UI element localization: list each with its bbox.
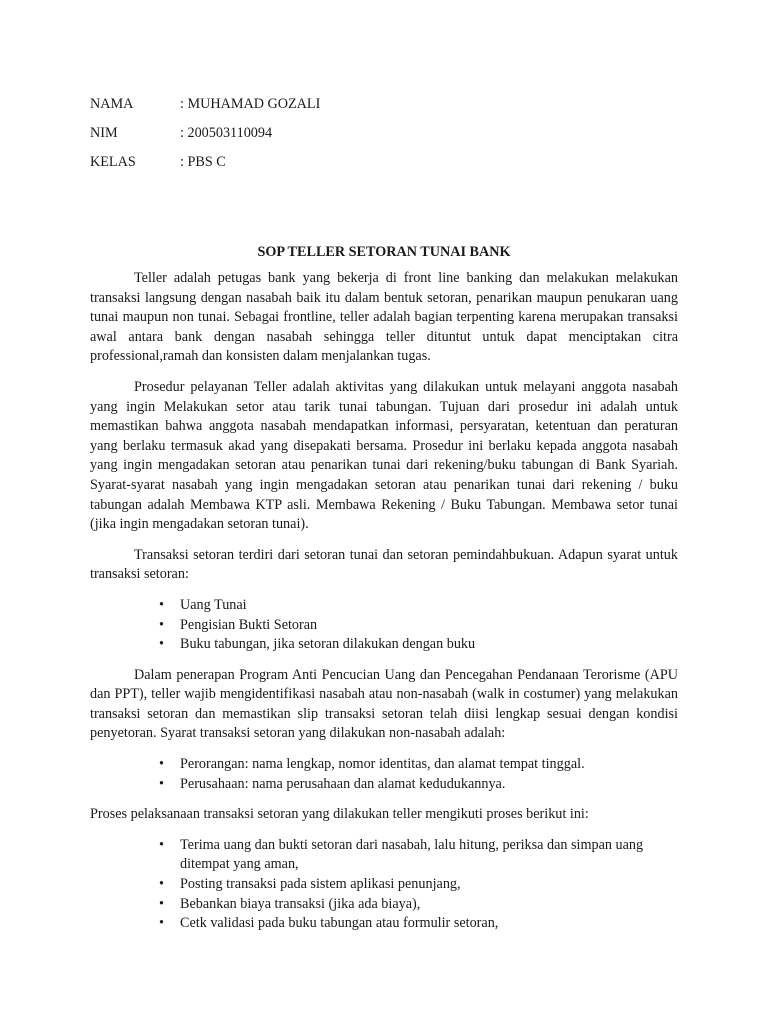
info-row-nim	[90, 123, 320, 152]
info-label: NIM	[90, 125, 118, 141]
info-value: : MUHAMAD GOZALI	[180, 96, 321, 112]
list-item: • Bebankan biaya transaksi (jika ada biaya),	[180, 895, 678, 915]
list-item: • Perorangan: nama lengkap, nomor identitas, dan alamat tempat tinggal.	[180, 755, 678, 775]
info-label: NAMA	[90, 96, 134, 112]
paragraph-proses: Proses pelaksanaan transaksi setoran yang dilakukan teller mengikuti proses berikut ini:	[90, 806, 589, 823]
info-value: : PBS C	[180, 154, 226, 170]
list-proses-setoran	[90, 836, 678, 934]
paragraph-apu-ppt: Dalam penerapan Program Anti Pencucian Uang dan Pencegahan Pendanaan Terorisme (APU dan PPT), teller wajib mengidentifikasi nasabah atau non-nasabah (walk in costumer) yang melakukan transaksi setoran dan memastikan slip transaksi setoran telah diisi lengkap sesuai dengan kondisi penyetoran. Syarat transaksi setoran yang dilakukan non-nasabah adalah:	[90, 666, 678, 742]
list-item: • Cetk validasi pada buku tabungan atau formulir setoran,	[180, 914, 678, 934]
paragraph-transaksi-setoran: Transaksi setoran terdiri dari setoran tunai dan setoran pemindahbukuan. Adapun syarat untuk transaksi setoran:	[90, 546, 678, 583]
paragraph-prosedur: Prosedur pelayanan Teller adalah aktivitas yang dilakukan untuk melayani anggota nasabah yang ingin Melakukan setor atau tarik tunai tabungan. Tujuan dari prosedur ini adalah untuk memastikan bahwa anggota nasabah mendapatkan informasi, persyaratan, ketentuan dan peraturan yang berlaku termasuk akad yang disepakati bersama. Prosedur ini berlaku kepada anggota nasabah yang ingin mengadakan setoran atau penarikan tunai dari rekening/buku tabungan di Bank Syariah. Syarat-syarat nasabah yang ingin mengadakan setoran atau penarikan tunai dari rekening / buku tabungan adalah Membawa KTP asli. Membawa Rekening / Buku Tabungan. Membawa setor tunai (jika ingin mengadakan setoran tunai).	[90, 378, 678, 533]
student-info	[90, 94, 320, 181]
info-label: KELAS	[90, 154, 136, 170]
document-body	[90, 269, 678, 945]
document-title: SOP TELLER SETORAN TUNAI BANK	[257, 244, 511, 260]
paragraph-teller-definition: Teller adalah petugas bank yang bekerja di front line banking dan melakukan melakukan transaksi langsung dengan nasabah baik itu dalam bentuk setoran, penarikan maupun penukaran uang tunai maupun non tunai. Sebagai frontline, teller adalah bagian terpenting karena merupakan transaksi awal antara bank dengan nasabah sehingga teller dituntut untuk dapat menciptakan citra professional,ramah dan konsisten dalam menjalankan tugas.	[90, 270, 678, 365]
list-item: • Posting transaksi pada sistem aplikasi penunjang,	[180, 875, 678, 895]
list-item: • Buku tabungan, jika setoran dilakukan dengan buku	[180, 635, 678, 655]
list-item: • Perusahaan: nama perusahaan dan alamat kedudukannya.	[180, 775, 678, 795]
list-item: • Terima uang dan bukti setoran dari nasabah, lalu hitung, periksa dan simpan uang ditempat yang aman,	[180, 836, 678, 875]
list-item: • Pengisian Bukti Setoran	[180, 616, 678, 636]
info-value: : 200503110094	[180, 125, 273, 141]
list-syarat-non-nasabah	[90, 755, 678, 794]
list-item: • Uang Tunai	[180, 596, 678, 616]
info-row-nama	[90, 94, 320, 123]
info-row-kelas	[90, 152, 320, 181]
list-syarat-setoran	[90, 596, 678, 655]
